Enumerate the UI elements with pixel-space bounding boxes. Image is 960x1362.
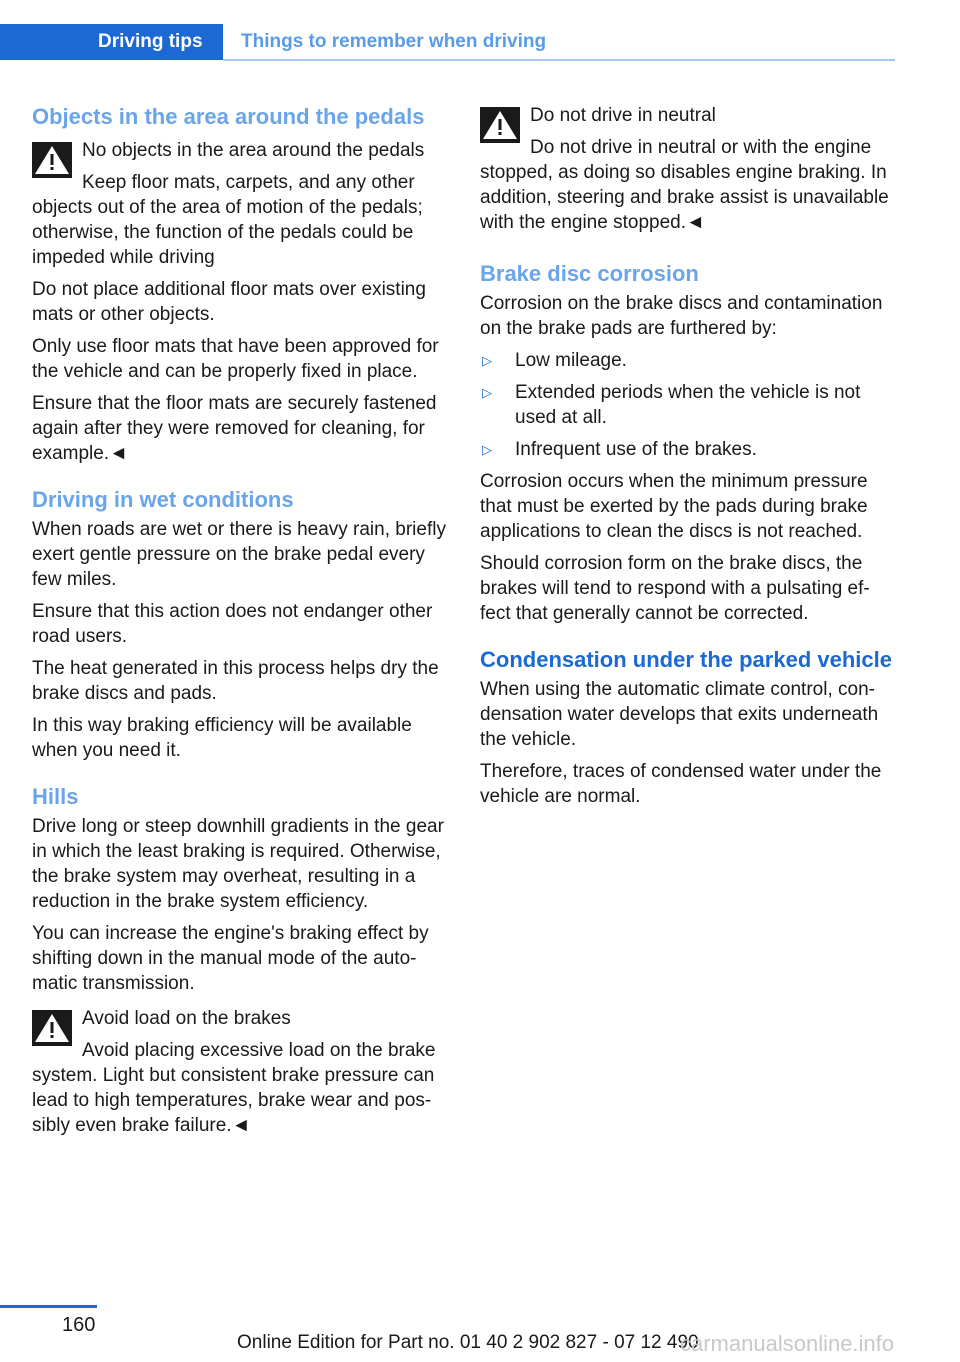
- heading-pedals: Objects in the area around the pedals: [32, 104, 425, 129]
- heading-hills: Hills: [32, 784, 79, 809]
- paragraph: When roads are wet or there is heavy rain, briefly exert gentle pressure on the brake pedal every few miles.: [32, 519, 446, 590]
- list-item: ▷ Infrequent use of the brakes.: [482, 439, 757, 460]
- paragraph: Drive long or steep downhill gradients in the gear in which the least braking is required. Otherwise, the brake system may overheat, resulting in a reduction in the brake system efficiency.: [32, 816, 444, 912]
- list-item: ▷ Extended periods when the vehicle is not used at all.: [482, 382, 861, 428]
- footer-edition: Online Edition for Part no. 01 40 2 902 827 - 07 12 490: [237, 1332, 699, 1353]
- paragraph: Only use floor mats that have been approved for the vehicle and can be properly fixed in place.: [32, 336, 439, 382]
- warning-triangle-icon: [480, 107, 520, 143]
- paragraph: The heat generated in this process helps dry the brake discs and pads.: [32, 658, 439, 704]
- right-column: [480, 100, 898, 816]
- header-title: Things to remember when driving: [241, 31, 547, 52]
- paragraph: Should corrosion form on the brake discs, the brakes will tend to respond with a pulsating ef- fect that generally cannot be corrected.: [480, 553, 870, 624]
- left-column: [32, 100, 450, 1145]
- paragraph: Corrosion occurs when the minimum pressure that must be exerted by the pads during brake applications to clean the discs is not reached.: [480, 471, 868, 542]
- warning-title: Do not drive in neutral: [530, 105, 716, 126]
- warning-text-rest: system. Light but consistent brake pressure can lead to high temperatures, brake wear and pos- sibly even brake failure.◄: [32, 1065, 435, 1136]
- warning-triangle-icon: [32, 1010, 72, 1046]
- warning-title: No objects in the area around the pedals: [82, 140, 425, 161]
- page-number-bar: [0, 1305, 97, 1308]
- warning-neutral: [480, 103, 898, 160]
- page-header: [0, 24, 895, 62]
- paragraph: Do not place additional floor mats over existing mats or other objects.: [32, 279, 426, 325]
- paragraph: Therefore, traces of condensed water under the vehicle are normal.: [480, 761, 882, 807]
- warning-text-rest: objects out of the area of motion of the pedals; otherwise, the function of the pedals could be impeded while driving: [32, 197, 423, 268]
- paragraph: In this way braking efficiency will be available when you need it.: [32, 715, 412, 761]
- warning-text-line1: Do not drive in neutral or with the engine: [530, 137, 872, 158]
- paragraph: Ensure that this action does not endanger other road users.: [32, 601, 433, 647]
- watermark: carmanualsonline.info: [680, 1331, 895, 1356]
- paragraph: When using the automatic climate control, con- densation water develops that exits underneath the vehicle.: [480, 679, 879, 750]
- triangle-bullet-icon: ▷: [482, 353, 492, 368]
- warning-brakes: [32, 1006, 450, 1063]
- header-section-tab: Driving tips: [0, 24, 223, 60]
- header-rule: [223, 59, 895, 61]
- list-item: ▷ Low mileage.: [482, 350, 627, 371]
- triangle-bullet-icon: ▷: [482, 442, 492, 457]
- heading-corrosion: Brake disc corrosion: [480, 261, 699, 286]
- paragraph: You can increase the engine's braking effect by shifting down in the manual mode of the auto- matic transmission.: [32, 923, 429, 994]
- warning-text-rest: stopped, as doing so disables engine braking. In addition, steering and brake assist is unavailable with the engine stopped.◄: [480, 162, 889, 233]
- page-number: 160: [62, 1314, 96, 1336]
- warning-text-line1: Keep floor mats, carpets, and any other: [82, 172, 415, 193]
- warning-triangle-icon: [32, 142, 72, 178]
- warning-text-line1: Avoid placing excessive load on the brake: [82, 1040, 436, 1061]
- warning-title: Avoid load on the brakes: [82, 1008, 291, 1029]
- paragraph: Corrosion on the brake discs and contamination on the brake pads are furthered by:: [480, 293, 883, 339]
- heading-condensation: Condensation under the parked vehicle: [480, 647, 892, 672]
- warning-pedals: [32, 138, 450, 195]
- paragraph: Ensure that the floor mats are securely fastened again after they were removed for cleaning, for example.◄: [32, 393, 437, 464]
- triangle-bullet-icon: ▷: [482, 385, 492, 400]
- heading-wet: Driving in wet conditions: [32, 487, 294, 512]
